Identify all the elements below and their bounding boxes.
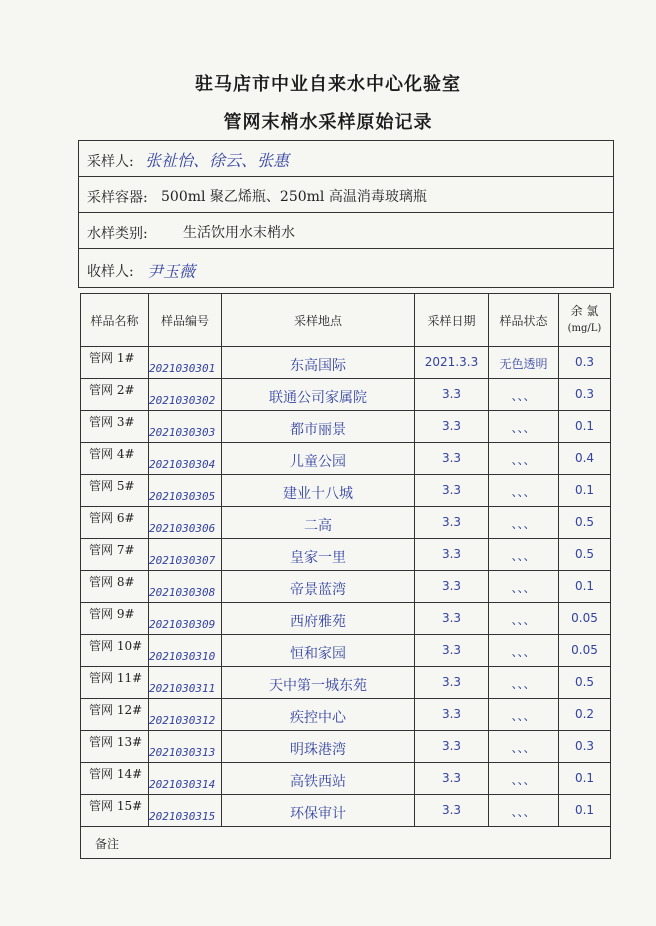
residual-chlorine: 0.1 xyxy=(574,579,595,593)
sample-date: 3.3 xyxy=(441,419,462,433)
residual-chlorine: 0.05 xyxy=(571,643,598,657)
sample-date-cell xyxy=(415,443,489,475)
table-row xyxy=(81,699,611,731)
residual-chlorine: 0.05 xyxy=(571,611,598,625)
sample-name: 管网 6# xyxy=(89,511,135,525)
sample-code-cell xyxy=(149,347,222,379)
sample-code-cell xyxy=(149,763,222,795)
header-chlorine-unit: (mg/L) xyxy=(567,323,602,334)
sample-date-cell xyxy=(415,539,489,571)
sample-state: 、、、 xyxy=(511,453,536,467)
sample-type-label: 水样类别: xyxy=(87,226,148,242)
sample-location: 恒和家园 xyxy=(290,646,346,662)
sample-date-cell xyxy=(415,571,489,603)
sample-date: 3.3 xyxy=(441,451,462,465)
sample-code: 2021030307 xyxy=(149,554,216,567)
receiver-row xyxy=(79,249,613,287)
sample-date: 3.3 xyxy=(441,643,462,657)
sample-date: 3.3 xyxy=(441,579,462,593)
sample-location-cell xyxy=(222,763,415,795)
sample-state-cell xyxy=(489,699,559,731)
sample-code: 2021030301 xyxy=(149,362,216,375)
sample-date-cell xyxy=(415,507,489,539)
sample-location-cell xyxy=(222,539,415,571)
sample-code-cell xyxy=(149,699,222,731)
sample-location-cell xyxy=(222,603,415,635)
sample-location: 都市丽景 xyxy=(290,422,346,438)
sample-name-cell xyxy=(81,635,149,667)
residual-chlorine-cell xyxy=(559,699,611,731)
residual-chlorine-cell xyxy=(559,571,611,603)
sample-state-cell xyxy=(489,379,559,411)
sample-name-cell xyxy=(81,507,149,539)
sample-date-cell xyxy=(415,411,489,443)
table-row xyxy=(81,507,611,539)
sampling-info-box xyxy=(78,140,614,288)
sample-code-cell xyxy=(149,635,222,667)
sample-name: 管网 4# xyxy=(89,447,135,461)
sample-state-cell xyxy=(489,411,559,443)
sample-name: 管网 8# xyxy=(89,575,135,589)
residual-chlorine-cell xyxy=(559,379,611,411)
table-header-row xyxy=(81,294,611,347)
sample-date: 3.3 xyxy=(441,803,462,817)
table-row xyxy=(81,795,611,827)
sample-state-cell xyxy=(489,731,559,763)
sample-date-cell xyxy=(415,731,489,763)
table-row xyxy=(81,379,611,411)
sample-state-cell xyxy=(489,443,559,475)
sampler-label: 采样人: xyxy=(87,154,134,170)
residual-chlorine-cell xyxy=(559,635,611,667)
sample-code-cell xyxy=(149,379,222,411)
residual-chlorine-cell xyxy=(559,795,611,827)
sample-name: 管网 11# xyxy=(89,671,143,685)
sample-state-cell xyxy=(489,795,559,827)
sample-location: 天中第一城东苑 xyxy=(269,678,367,694)
sample-state: 、、、 xyxy=(511,581,536,595)
residual-chlorine: 0.4 xyxy=(574,451,595,465)
sample-name: 管网 10# xyxy=(89,639,143,653)
sample-state-cell xyxy=(489,571,559,603)
sample-code-cell xyxy=(149,571,222,603)
table-row xyxy=(81,539,611,571)
residual-chlorine-cell xyxy=(559,411,611,443)
sample-location-cell xyxy=(222,571,415,603)
sample-code-cell xyxy=(149,475,222,507)
sample-location-cell xyxy=(222,795,415,827)
sample-name-cell xyxy=(81,571,149,603)
sample-type-row xyxy=(79,213,613,249)
sample-state-cell xyxy=(489,475,559,507)
residual-chlorine-cell xyxy=(559,475,611,507)
sample-state-cell xyxy=(489,667,559,699)
sample-name: 管网 12# xyxy=(89,703,143,717)
sample-name-cell xyxy=(81,731,149,763)
sample-code: 2021030313 xyxy=(149,746,216,759)
header-date: 采样日期 xyxy=(415,294,489,347)
header-code: 样品编号 xyxy=(149,294,222,347)
sample-name-cell xyxy=(81,411,149,443)
sample-name-cell xyxy=(81,795,149,827)
sample-state-cell xyxy=(489,507,559,539)
residual-chlorine-cell xyxy=(559,539,611,571)
header-name: 样品名称 xyxy=(81,294,149,347)
sample-code: 2021030306 xyxy=(149,522,216,535)
sample-state: 、、、 xyxy=(511,677,536,691)
sample-date: 3.3 xyxy=(441,707,462,721)
sample-code-cell xyxy=(149,667,222,699)
sample-location-cell xyxy=(222,507,415,539)
sample-location: 环保审计 xyxy=(290,806,346,822)
residual-chlorine: 0.3 xyxy=(574,739,595,753)
residual-chlorine-cell xyxy=(559,347,611,379)
table-row xyxy=(81,731,611,763)
sample-date: 3.3 xyxy=(441,675,462,689)
sample-code-cell xyxy=(149,411,222,443)
sample-type-value: 生活饮用水末梢水 xyxy=(183,225,295,241)
residual-chlorine-cell xyxy=(559,763,611,795)
sample-name-cell xyxy=(81,347,149,379)
sample-location: 二高 xyxy=(304,518,332,534)
sample-location: 明珠港湾 xyxy=(290,742,346,758)
sample-name: 管网 9# xyxy=(89,607,135,621)
sample-state: 、、、 xyxy=(511,805,536,819)
residual-chlorine: 0.1 xyxy=(574,771,595,785)
sample-state-cell xyxy=(489,539,559,571)
sample-location: 皇家一里 xyxy=(290,550,346,566)
sample-date: 3.3 xyxy=(441,515,462,529)
sample-name: 管网 7# xyxy=(89,543,135,557)
sample-state-cell xyxy=(489,603,559,635)
sample-code: 2021030302 xyxy=(149,394,216,407)
sample-code-cell xyxy=(149,795,222,827)
residual-chlorine-cell xyxy=(559,603,611,635)
sample-location: 儿童公园 xyxy=(290,454,346,470)
sample-date: 3.3 xyxy=(441,611,462,625)
header-location: 采样地点 xyxy=(222,294,415,347)
sample-name: 管网 1# xyxy=(89,351,135,365)
sample-date-cell xyxy=(415,603,489,635)
table-row xyxy=(81,635,611,667)
sample-state: 、、、 xyxy=(511,709,536,723)
table-row xyxy=(81,571,611,603)
sample-location: 建业十八城 xyxy=(283,486,353,502)
sample-date-cell xyxy=(415,379,489,411)
sample-date: 3.3 xyxy=(441,547,462,561)
sample-code-cell xyxy=(149,603,222,635)
sample-location-cell xyxy=(222,411,415,443)
residual-chlorine-cell xyxy=(559,731,611,763)
residual-chlorine: 0.3 xyxy=(574,387,595,401)
residual-chlorine: 0.2 xyxy=(574,707,595,721)
sample-date: 3.3 xyxy=(441,739,462,753)
sample-state-cell xyxy=(489,763,559,795)
residual-chlorine: 0.1 xyxy=(574,483,595,497)
residual-chlorine-cell xyxy=(559,443,611,475)
sample-name: 管网 14# xyxy=(89,767,143,781)
sample-state-cell xyxy=(489,635,559,667)
lab-title: 驻马店市中业自来水中心化验室 xyxy=(195,74,461,95)
sample-date-cell xyxy=(415,475,489,507)
sample-location-cell xyxy=(222,443,415,475)
sample-location: 东高国际 xyxy=(290,358,346,374)
sample-state: 、、、 xyxy=(511,773,536,787)
sample-location: 疾控中心 xyxy=(290,710,346,726)
sample-state-cell xyxy=(489,347,559,379)
sample-name: 管网 13# xyxy=(89,735,143,749)
sample-location: 高铁西站 xyxy=(290,774,346,790)
sample-state: 无色透明 xyxy=(499,357,548,371)
residual-chlorine: 0.1 xyxy=(574,419,595,433)
sampler-row xyxy=(79,141,613,177)
table-row xyxy=(81,443,611,475)
sample-location-cell xyxy=(222,731,415,763)
sample-code-cell xyxy=(149,507,222,539)
table-row xyxy=(81,763,611,795)
sample-location-cell xyxy=(222,699,415,731)
container-label: 采样容器: xyxy=(87,190,148,206)
container-row xyxy=(79,177,613,213)
sample-location-cell xyxy=(222,635,415,667)
sample-code: 2021030315 xyxy=(149,810,216,823)
table-row xyxy=(81,667,611,699)
sample-code: 2021030304 xyxy=(149,458,216,471)
sample-code: 2021030308 xyxy=(149,586,216,599)
sample-name-cell xyxy=(81,699,149,731)
sample-name-cell xyxy=(81,603,149,635)
sample-date: 3.3 xyxy=(441,483,462,497)
residual-chlorine: 0.5 xyxy=(574,547,595,561)
sample-date: 3.3 xyxy=(441,771,462,785)
sample-name: 管网 2# xyxy=(89,383,135,397)
sample-location-cell xyxy=(222,347,415,379)
header-state: 样品状态 xyxy=(489,294,559,347)
sample-location: 联通公司家属院 xyxy=(269,390,367,406)
residual-chlorine: 0.1 xyxy=(574,803,595,817)
table-row xyxy=(81,603,611,635)
sample-name-cell xyxy=(81,475,149,507)
sample-date-cell xyxy=(415,347,489,379)
sample-code: 2021030303 xyxy=(149,426,216,439)
receiver-value: 尹玉薇 xyxy=(147,262,196,281)
sample-code: 2021030309 xyxy=(149,618,216,631)
sample-code-cell xyxy=(149,539,222,571)
sample-date: 3.3 xyxy=(441,387,462,401)
sample-code: 2021030305 xyxy=(149,490,216,503)
sample-code: 2021030314 xyxy=(149,778,216,791)
sample-state: 、、、 xyxy=(511,741,536,755)
sample-name-cell xyxy=(81,667,149,699)
table-row xyxy=(81,475,611,507)
sample-state: 、、、 xyxy=(511,613,536,627)
sample-state: 、、、 xyxy=(511,421,536,435)
sample-code: 2021030310 xyxy=(149,650,216,663)
header-chlorine xyxy=(559,294,611,347)
sample-location: 西府雅苑 xyxy=(290,614,346,630)
sample-name: 管网 5# xyxy=(89,479,135,493)
sampler-value: 张祉怡、徐云、张惠 xyxy=(145,151,290,170)
container-value: 500ml 聚乙烯瓶、250ml 高温消毒玻璃瓶 xyxy=(161,189,427,205)
sample-name: 管网 3# xyxy=(89,415,135,429)
sample-location-cell xyxy=(222,379,415,411)
remark-cell xyxy=(81,827,611,859)
residual-chlorine-cell xyxy=(559,507,611,539)
sample-date-cell xyxy=(415,763,489,795)
sample-code-cell xyxy=(149,443,222,475)
sample-code-cell xyxy=(149,731,222,763)
sample-state: 、、、 xyxy=(511,517,536,531)
sample-state: 、、、 xyxy=(511,645,536,659)
sample-date-cell xyxy=(415,635,489,667)
sample-code: 2021030312 xyxy=(149,714,216,727)
sample-name: 管网 15# xyxy=(89,799,143,813)
residual-chlorine: 0.5 xyxy=(574,515,595,529)
table-row xyxy=(81,347,611,379)
sample-name-cell xyxy=(81,763,149,795)
receiver-label: 收样人: xyxy=(87,264,134,280)
sample-name-cell xyxy=(81,443,149,475)
sample-location-cell xyxy=(222,475,415,507)
sample-state: 、、、 xyxy=(511,389,536,403)
remark-label: 备注 xyxy=(95,837,120,851)
sample-location-cell xyxy=(222,667,415,699)
residual-chlorine: 0.3 xyxy=(574,355,595,369)
remark-row xyxy=(81,827,611,859)
sample-date: 2021.3.3 xyxy=(424,355,479,369)
sample-location: 帝景蓝湾 xyxy=(290,582,346,598)
sample-code: 2021030311 xyxy=(149,682,216,695)
header-chlorine-label: 余 氯 xyxy=(570,304,599,318)
sample-name-cell xyxy=(81,539,149,571)
form-title: 管网末梢水采样原始记录 xyxy=(223,112,433,133)
sample-state: 、、、 xyxy=(511,549,536,563)
samples-table xyxy=(80,293,611,859)
sample-name-cell xyxy=(81,379,149,411)
sample-state: 、、、 xyxy=(511,485,536,499)
residual-chlorine-cell xyxy=(559,667,611,699)
table-row xyxy=(81,411,611,443)
sample-date-cell xyxy=(415,699,489,731)
sample-date-cell xyxy=(415,667,489,699)
sample-date-cell xyxy=(415,795,489,827)
residual-chlorine: 0.5 xyxy=(574,675,595,689)
